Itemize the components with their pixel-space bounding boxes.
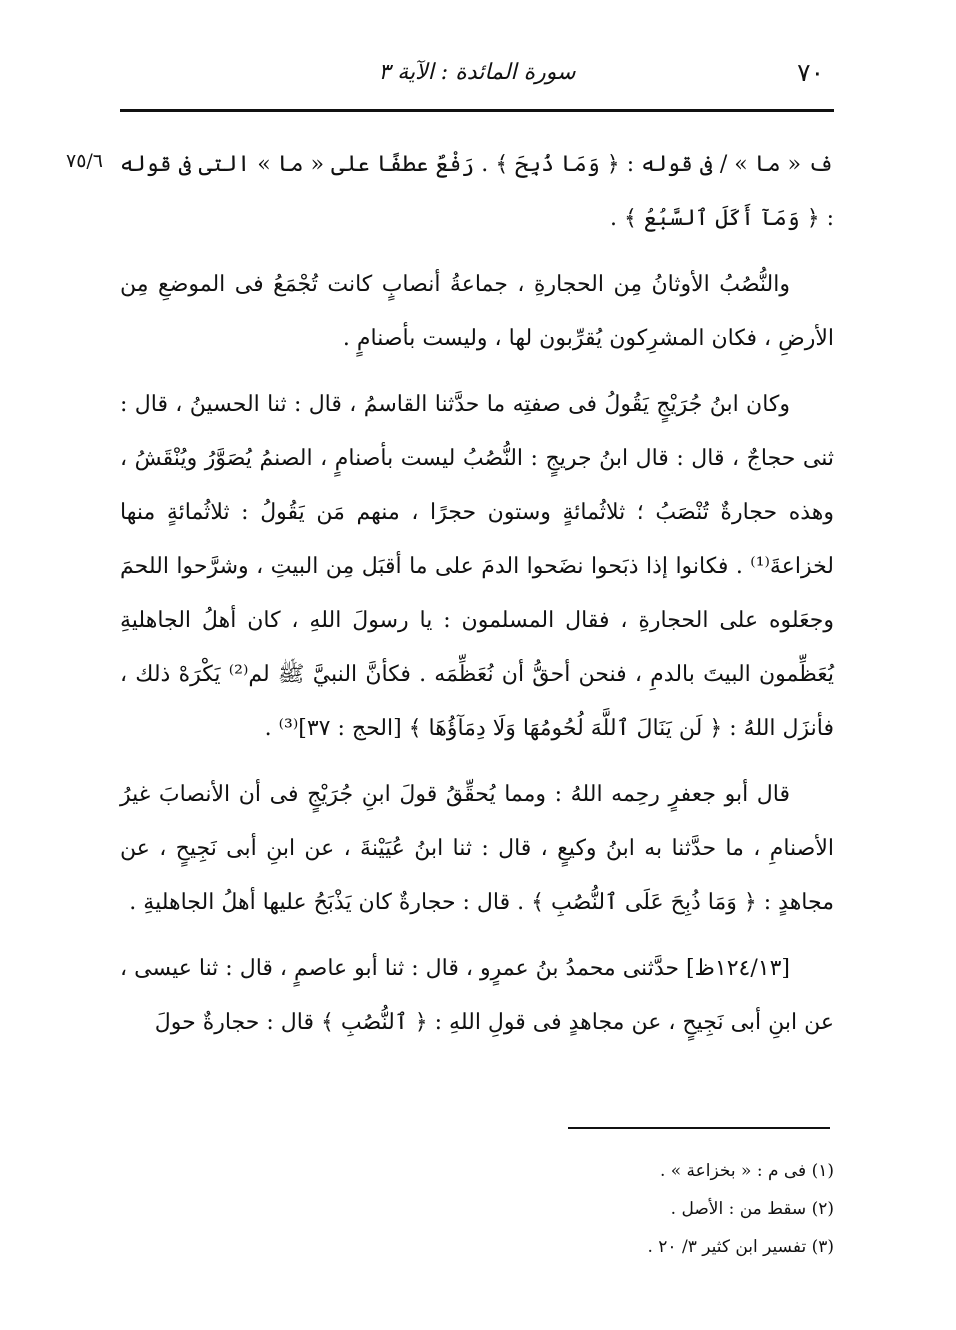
paragraph-3: وكان ابنُ جُرَيْجٍ يَقُولُ فى صفتِه ما حدَّثنا القاسمُ ، قال : ثنا الحسينُ ، قال : ثنى حجاجٌ ، قال : قال ابنُ جريجٍ : النُّصُبُ ليست بأصنامٍ ، الصنمُ يُصَوَّرُ ويُنْقَشُ ، وهذه حجارةٌ تُنْصَبُ ؛ ثلاثُمائةٍ وستون حجرًا ، منهم مَن يَقُولُ : ثلاثُمائةٍ منها لخزاعةَ⁽¹⁾ . فكانوا إذا ذبَحوا نضَحوا الدمَ على ما أقبَل مِن البيتِ ، وشرَّحوا اللحمَ وجعَلوه على الحجارةِ ، فقال المسلمون : يا رسولَ اللهِ ، كان أهلُ الجاهليةِ يُعَظِّمون البيتَ بالدمِ ، فنحن أحقُّ أن نُعَظِّمَه . فكأنَّ النبيَّ ﷺ لم⁽²⁾ يَكْرَهْ ذلك ، فأنزَل اللهُ : ﴿ لَن يَنَالَ ٱللَّهَ لُحُومُهَا وَلَا دِمَآؤُهَا ﴾ [الحج : ٣٧]⁽³⁾ . (120, 392, 835, 741)
footnote-rule (568, 1127, 830, 1129)
margin-reference: ٧٥/٦ (66, 150, 104, 172)
footnote-1: (١) فى م : « بخزاعة » . (659, 1161, 834, 1181)
page-number: ٧٠ (797, 58, 824, 87)
footnote-2: (٢) سقط من : الأصل . (670, 1199, 834, 1219)
header-rule (120, 109, 834, 112)
footnote-3: (٣) تفسير ابن كثير ٣/ ٢٠ . (647, 1237, 834, 1257)
page-header (120, 56, 834, 96)
paragraph-2: والنُّصُبُ الأوثانُ مِن الحجارةِ ، جماعةُ أنصابٍ كانت تُجْمَعُ فى الموضعِ مِن الأرضِ ، فكان المشرِكون يُقرِّبون لها ، وليست بأصنامٍ . (120, 272, 834, 351)
footnotes (120, 1152, 834, 1266)
paragraph-4: قال أبو جعفرٍ رحِمه اللهُ : ومما يُحقِّقُ قولَ ابنِ جُرَيْجٍ فى أن الأنصابَ غيرُ الأصنامِ ، ما حدَّثنا به ابنُ وكيعٍ ، قال : ثنا ابنُ عُيَيْنةَ ، عن ابنِ أبى نَجِيحٍ ، عن مجاهدٍ : ﴿ وَمَا ذُبِحَ عَلَى ٱلنُّصُبِ ﴾ . قال : حجارةٌ كان يَذْبَحُ عليها أهلُ الجاهليةِ . (120, 782, 834, 915)
paragraph-1: ف « ما » / فى قوله : ﴿ وَمَا ذُبِحَ ﴾ . رَفْعٌ عطفًا على « ما » التى فى قوله : ﴿ وَمَآ أَكَلَ ٱلسَّبُعُ ﴾ . (120, 152, 834, 231)
paragraph-5: [١٢٤/١٣ظ] حدَّثنى محمدُ بنُ عمرٍو ، قال : ثنا أبو عاصمٍ ، قال : ثنا عيسى ، عن ابنِ أبى نَجِيحٍ ، عن مجاهدٍ فى قولِ اللهِ : ﴿ ٱلنُّصُبِ ﴾ قال : حجارةٌ حولَ (120, 956, 834, 1035)
running-title: سورة المائدة : الآية ٣ (378, 60, 576, 85)
main-text (120, 138, 834, 1062)
